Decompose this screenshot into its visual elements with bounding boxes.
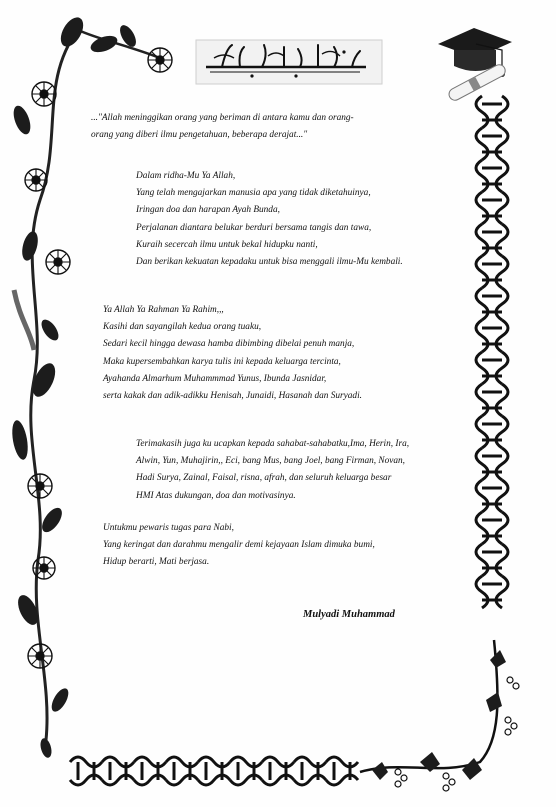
stanza-line: Hidup berarti, Mati berjasa. [103,557,210,568]
stanza-line: Dalam ridha-Mu Ya Allah, [136,171,236,181]
stanza-4 [103,520,375,572]
stanza-line: Perjalanan diantara belukar berduri bersama tangis dan tawa, [136,222,372,233]
stanza-line: serta kakak dan adik-adikku Henisah, Junaidi, Hasanah dan Suryadi. [103,390,362,401]
stanza-1 [136,168,403,271]
bismillah-calligraphy [196,40,382,84]
stanza-line: HMI Atas dukungan, doa dan motivasinya. [136,490,296,501]
stanza-line: Yang keringat dan darahmu mengalir demi kejayaan Islam dimuka bumi, [103,540,375,551]
stanza-line: Untukmu pewaris tugas para Nabi, [103,523,234,533]
stanza-2 [103,302,362,405]
signature: Mulyadi Muhammad [303,609,395,620]
grape-vine-ornament [360,640,519,791]
stanza-line: Terimakasih juga ku ucapkan kepada sahabat-sahabatku,Ima, Herin, Ira, [136,439,410,449]
graduation-cap-icon [438,28,512,102]
stanza-line: Kuraih secercah ilmu untuk bekal hidupku nanti, [136,239,318,250]
stanza-line: Maka kupersembahkan karya tulis ini kepada keluarga tercinta, [103,356,341,367]
stanza-line: Dan berikan kekuatan kepadaku untuk bisa menggali ilmu-Mu kembali. [136,256,403,267]
header-quote [91,110,354,144]
stanza-line: Iringan doa dan harapan Ayah Bunda, [136,205,280,216]
stanza-line: Ayahanda Almarhum Muhammmad Yunus, Ibunda Jasnidar, [103,373,327,384]
ornamental-chain-border [476,96,508,608]
stanza-line: Hadi Surya, Zainal, Faisal, risna, afrah, dan seluruh keluarga besar [136,473,392,484]
stanza-3 [136,436,409,505]
stanza-line: Sedari kecil hingga dewasa hamba dibimbing dibelai penuh manja, [103,339,355,350]
quote-line: ..."Allah meninggikan orang yang beriman di antara kamu dan orang- [91,113,354,123]
bottom-chain-border [70,757,358,785]
stanza-line: Alwin, Yun, Muhajirin,, Eci, bang Mus, bang Joel, bang Firman, Novan, [136,456,406,467]
stanza-line: Kasihi dan sayangilah kedua orang tuaku, [103,322,262,333]
stanza-line: Ya Allah Ya Rahman Ya Rahim,,, [103,305,224,315]
quote-line: orang yang diberi ilmu pengetahuan, beberapa derajat..." [91,130,308,141]
stanza-line: Yang telah mengajarkan manusia apa yang tidak diketahuinya, [136,188,371,199]
